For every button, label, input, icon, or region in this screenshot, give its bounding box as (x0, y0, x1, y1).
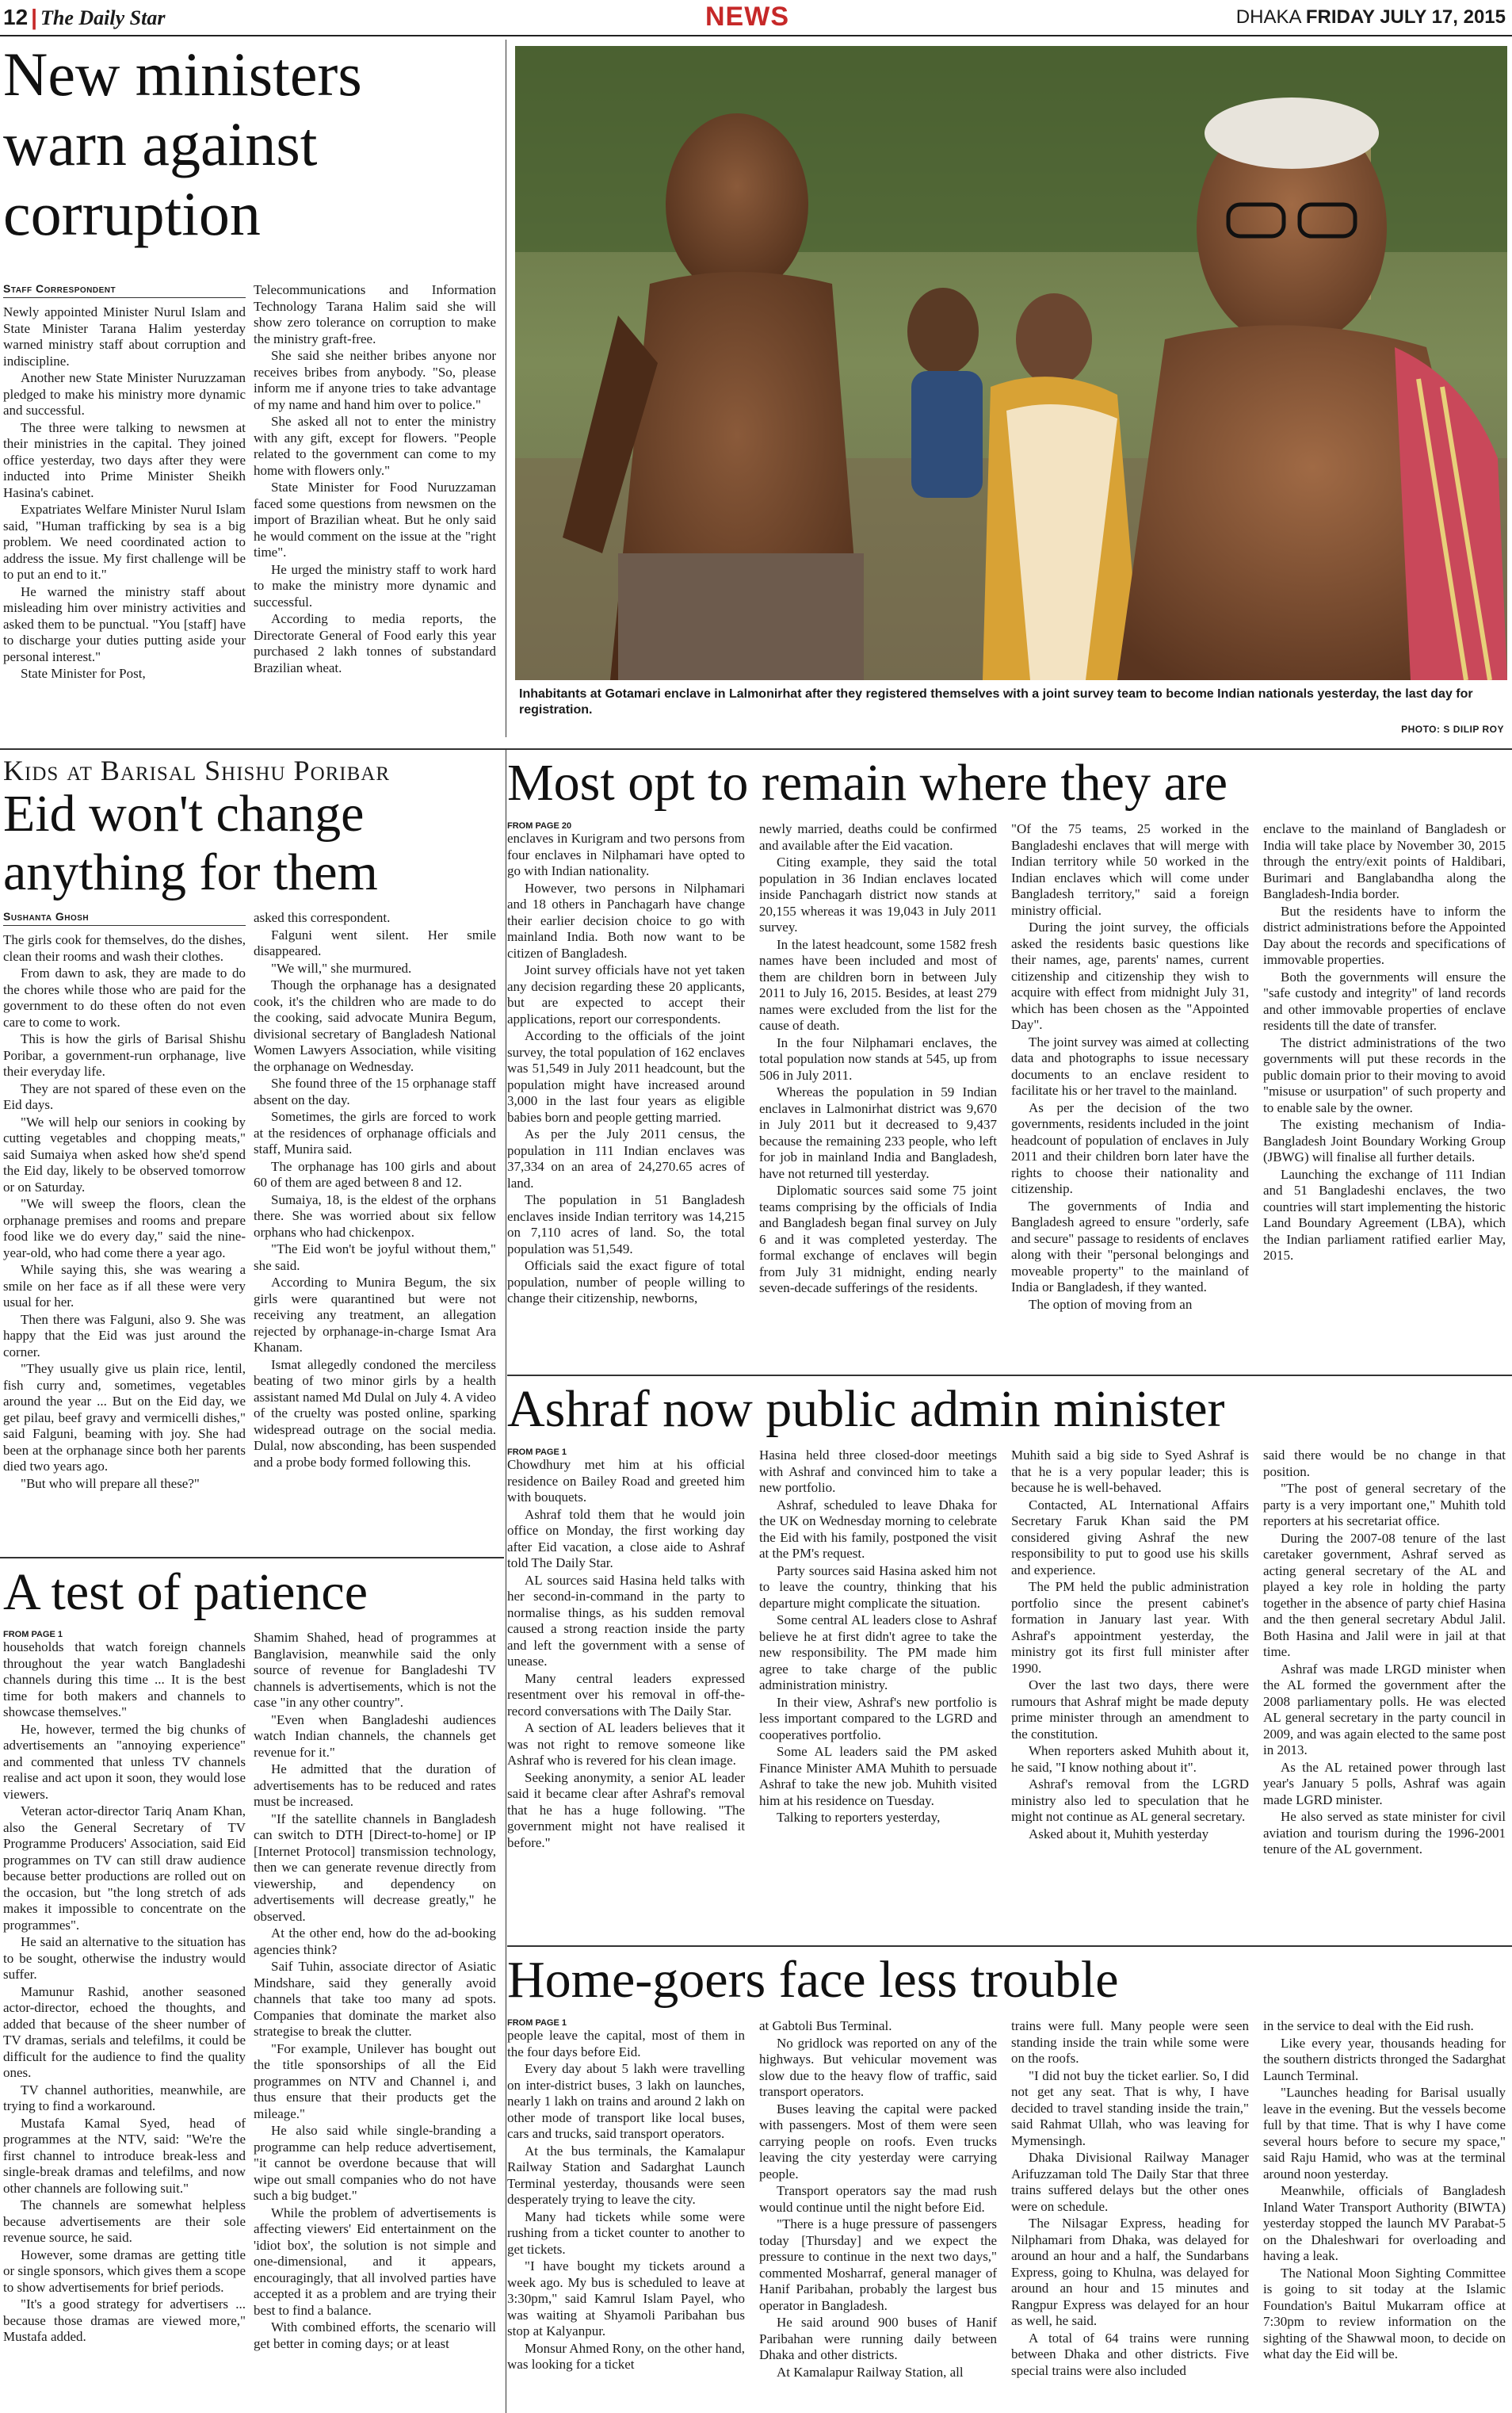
paragraph: Sometimes, the girls are forced to work at the residences of orphanage officials and staff, Munira said. (254, 1109, 496, 1157)
paragraph: "They usually give us plain rice, lentil, fish curry and, sometimes, vegetables around the year ... But on the Eid day, we get pilau, beef gravy and vermicelli dishes," said Falguni, beaming with joy. She had been at the orphanage since both her parents died two years ago. (3, 1361, 246, 1474)
section-label: NEWS (705, 2, 789, 32)
paragraph: He, however, termed the big chunks of advertisements an "annoying experience" and commented that unless TV channels realise and act upon it soon, they would lose viewers. (3, 1721, 246, 1802)
paragraph: The National Moon Sighting Committee is going to sit today at the Islamic Foundation's Baitul Mukarram office at 7:30pm to review information on the sighting of the Shawwal moon, to decide on what day the Eid will be. (1263, 2265, 1506, 2361)
paragraph: Though the orphanage has a designated cook, it's the children who are made to do the cooking, said advocate Munira Begum, divisional secretary of Bangladesh National Women Lawyers Association, while visiting the orphanage on Wednesday. (254, 977, 496, 1074)
paragraph: He said an alternative to the situation has to be sought, otherwise the industry would suffer. (3, 1934, 246, 1982)
paragraph: As per the decision of the two governments, residents included in the joint headcount of population of enclaves in July 2011 and their children born later have the rights to choose their nationality and citizenship. (1011, 1099, 1249, 1196)
headline-ashraf: Ashraf now public admin minister (507, 1380, 1225, 1438)
paragraph: He warned the ministry staff about misleading him over ministry activities and asked them to be punctual. "You [staff] have to discharge your duties putting aside your personal interest." (3, 583, 246, 664)
paragraph: at Gabtoli Bus Terminal. (759, 2018, 892, 2033)
paragraph: At Kamalapur Railway Station, all (777, 2364, 964, 2380)
paragraph: Many central leaders expressed resentment over his removal in off-the-record conversations with The Daily Star. (507, 1670, 745, 1719)
paragraph: The existing mechanism of India-Bangladesh Joint Boundary Working Group (JBWG) will finalise all further details. (1263, 1117, 1506, 1164)
article6-col3 (1011, 2018, 1249, 2408)
paragraph: She said she neither bribes anyone nor receives bribes from anybody. "So, please inform me if anyone tries to take advantage of my name and hand him over to police." (254, 348, 496, 412)
from-page-label: FROM PAGE 20 (507, 821, 572, 831)
from-page-label: FROM PAGE 1 (507, 1447, 567, 1457)
paragraph: "For example, Unilever has bought out the title sponsorships of all the Eid programmes on NTV and Channel i, and thus ensure that their products get the mileage." (254, 2040, 496, 2121)
paragraph: While the problem of advertisements is affecting viewers' Eid entertainment on the 'idiot box', the solution is not simple and one-dimensional, and it appears, encouragingly, that all involved parties have accepted it as a problem and are trying their best to find a balance. (254, 2205, 496, 2318)
paragraph: When reporters asked Muhith about it, he said, "I know nothing about it". (1011, 1743, 1249, 1775)
paragraph: Ashraf told them that he would join office on Monday, the first working day after Eid vacation, a close aide to Ashraf told The Daily Star. (507, 1506, 745, 1570)
paragraph: households that watch foreign channels throughout the year watch Bangladeshi channels during this time ... It is the best time for both makers and channels to showcase themselves." (3, 1639, 246, 1719)
paragraph: Ashraf was made LRGD minister when the AL formed the government after the 2008 parliamentary polls. He was elected AL general secretary in the party council in 2009, and was again elected to the same post in 2013. (1263, 1661, 1506, 1757)
headline-eid-wont-change: Eid won't change anything for them (3, 785, 378, 901)
paragraph: At the bus terminals, the Kamalapur Railway Station and Sadarghat Launch Terminal yesterday, thousands were seen desperately trying to leave the city. (507, 2143, 745, 2207)
headline-most-opt: Most opt to remain where they are (507, 754, 1228, 812)
paragraph: Seeking anonymity, a senior AL leader said it became clear after Ashraf's removal that he has a huge following. "The government might not have realised it before." (507, 1769, 745, 1850)
paragraph: Transport operators say the mad rush would continue until the night before Eid. (759, 2183, 997, 2215)
paragraph: "But who will prepare all these?" (21, 1475, 200, 1491)
paragraph: said there would be no change in that position. (1263, 1447, 1506, 1479)
photo-credit: PHOTO: S DILIP ROY (1401, 724, 1504, 735)
paragraph: While saying this, she was wearing a smile on her face as if all these were very usual for her. (3, 1262, 246, 1310)
paragraph: Dhaka Divisional Railway Manager Arifuzzaman told The Daily Star that three trains suffered delays but the other ones were on schedule. (1011, 2150, 1249, 2214)
paragraph: Mustafa Kamal Syed, head of programmes at the NTV, said: "We're the first channel to introduce break-less and single-break dramas and telefilms, and now other channels are following suit." (3, 2115, 246, 2196)
paragraph: "I have bought my tickets around a week ago. My bus is scheduled to leave at 3:30pm," said Kamrul Islam Payel, who was waiting at Shyamoli Paribahan bus stop at Kalyanpur. (507, 2258, 745, 2338)
dateline: DHAKA FRIDAY JULY 17, 2015 (1235, 6, 1506, 28)
article4-col3 (1011, 821, 1249, 1368)
paragraph: enclave to the mainland of Bangladesh or India will take place by November 30, 2015 through the entry/exit points of Haldibari, Burimari and Banglabandha along the Bangladesh-India border. (1263, 821, 1506, 901)
paragraph: The population in 51 Bangladesh enclaves inside Indian territory was 14,215 on 7,110 acres of land. So, the total population was 51,549. (507, 1192, 745, 1256)
paragraph: "The Eid won't be joyful without them," she said. (254, 1241, 496, 1273)
paragraph: Joint survey officials have not yet taken any decision regarding these 20 applicants, but are expected to accept their applications, report our correspondents. (507, 962, 745, 1027)
paragraph: State Minister for Post, (21, 666, 146, 681)
divider (507, 1375, 1512, 1376)
paragraph: enclaves in Kurigram and two persons from four enclaves in Nilphamari have opted to go with Indian nationality. (507, 831, 745, 878)
paragraph: According to the officials of the joint survey, the total population of 162 enclaves was 51,549 in July 2011 headcount, but the population might have increased around 3,000 in the last four years as eligible babies born and people getting married. (507, 1028, 745, 1125)
kicker: Kids at Barisal Shishu Poribar (3, 755, 391, 786)
enclave-residents-photo (515, 46, 1507, 680)
article3-col1 (3, 1630, 246, 2407)
photo-caption: Inhabitants at Gotamari enclave in Lalmonirhat after they registered themselves with a joint survey team to become Indian nationals yesterday, the last day for registration. (519, 687, 1473, 717)
paragraph: TV channel authorities, meanwhile, are trying to find a workaround. (3, 2082, 246, 2113)
divider (0, 1557, 504, 1558)
article2-col1 (3, 932, 246, 1551)
paragraph: He urged the ministry staff to work hard to make the ministry more dynamic and successful. (254, 561, 496, 610)
headline-test-of-patience: A test of patience (3, 1563, 368, 1621)
article5-col1 (507, 1447, 745, 1939)
paragraph: The option of moving from an (1029, 1296, 1193, 1312)
page-header (0, 0, 1512, 36)
article1-col1 (3, 304, 246, 717)
headline-home-goers: Home-goers face less trouble (507, 1951, 1119, 2009)
headline-new-ministers: New ministers warn against corruption (3, 40, 362, 248)
paragraph: Falguni went silent. Her smile disappeared. (254, 927, 496, 958)
paragraph: Officials said the exact figure of total population, number of people willing to change their citizenship, newborns, (507, 1258, 745, 1306)
paragraph: In the four Nilphamari enclaves, the total population now stands at 545, up from 506 in July 2011. (759, 1034, 997, 1083)
paragraph: Newly appointed Minister Nurul Islam and State Minister Tarana Halim yesterday warned ministry staff about corruption and indiscipline. (3, 304, 246, 369)
paragraph: "Launches heading for Barisal usually leave in the evening. But the vessels become full by that time. That is why I have come several hours before to secure my space," said Raju Hamid, who was at the terminal around noon yesterday. (1263, 2085, 1506, 2182)
paragraph: Every day about 5 lakh were travelling on inter-district buses, 3 lakh on launches, nearly 1 lakh on trains and around 2 lakh on other mode of transport like local buses, cars and trucks, said transport operators. (507, 2061, 745, 2141)
paragraph: people leave the capital, most of them in the four days before Eid. (507, 2028, 745, 2059)
paragraph: A total of 64 trains were running between Dhaka and other districts. Five special trains were also included (1011, 2330, 1249, 2378)
paragraph: AL sources said Hasina held talks with her second-in-command in the party to normalise things, as his sudden removal caused a strong reaction inside the party and left the government with a sense of unease. (507, 1572, 745, 1669)
from-page-label: FROM PAGE 1 (3, 1630, 63, 1639)
paragraph: The girls cook for themselves, do the dishes, clean their rooms and wash their clothes. (3, 932, 246, 964)
paragraph: Some AL leaders said the PM asked Finance Minister AMA Muhith to persuade Ashraf to take the new job. Muhith visited him at his residence on Tuesday. (759, 1744, 997, 1808)
byline: Staff Correspondent (3, 282, 246, 298)
paragraph: They are not spared of these even on the Eid days. (3, 1080, 246, 1112)
article5-col4 (1263, 1447, 1506, 1939)
paragraph: According to media reports, the Directorate General of Food early this year purchased 2 lakh tonnes of substandard Brazilian wheat. (254, 611, 496, 675)
paragraph: During the 2007-08 tenure of the last caretaker government, Ashraf served as acting general secretary of the AL and played a key role in holding the party together in the absence of party chief Hasina and the then general secretary Abdul Jalil. Both Hasina and Jalil were in jail at that time. (1263, 1530, 1506, 1659)
paragraph: Like every year, thousands heading for the southern districts thronged the Sadarghat Launch Terminal. (1263, 2035, 1506, 2083)
article4-col4 (1263, 821, 1506, 1368)
paragraph: At the other end, how do the ad-booking agencies think? (254, 1925, 496, 1957)
paragraph: Muhith said a big side to Syed Ashraf is that he is a very popular leader; this is because he is well-behaved. (1011, 1447, 1249, 1495)
paragraph: She asked all not to enter the ministry with any gift, except for flowers. "People related to the government can come to my home with flowers only." (254, 414, 496, 478)
paragraph: Over the last two days, there were rumours that Ashraf might be made deputy prime minister through an amendment to the constitution. (1011, 1677, 1249, 1742)
paragraph: Diplomatic sources said some 75 joint teams comprising by the officials of India and Bangladesh began final survey on July 6 and it was completed yesterday. The formal exchange of enclaves will begin from July 31 midnight, ending nearly seven-decade sufferings of the residents. (759, 1183, 997, 1295)
article4-col1 (507, 821, 745, 1368)
article3-col2 (254, 1630, 496, 2407)
paragraph: Ashraf's removal from the LGRD ministry also led to speculation that he might not continue as AL general secretary. (1011, 1776, 1249, 1824)
paragraph: Sumaiya, 18, is the eldest of the orphans there. She was worried about six fellow orphans who had chickenpox. (254, 1191, 496, 1240)
paragraph: Monsur Ahmed Rony, on the other hand, was looking for a ticket (507, 2340, 745, 2372)
article6-col2 (759, 2018, 997, 2408)
paragraph: Hasina held three closed-door meetings with Ashraf and convinced him to take a new portfolio. (759, 1447, 997, 1495)
paragraph: The joint survey was aimed at collecting data and photographs to issue necessary documents to an enclave resident to facilitate his or her travel to the mainland. (1011, 1034, 1249, 1098)
paragraph: In the latest headcount, some 1582 fresh names have been included and most of them are children born in between July 2011 to July 16, 2015. Besides, at least 279 names were excluded from the list for the cause of death. (759, 936, 997, 1033)
paragraph: Then there was Falguni, also 9. She was happy that the Eid was just around the corner. (3, 1311, 246, 1359)
paragraph: But the residents have to inform the district administrations before the Appointed Day about the records and specifications of immovable properties. (1263, 903, 1506, 967)
paragraph: "There is a huge pressure of passengers today [Thursday] and we expect the pressure to continue in the next two days," commented Mosharraf, general manager of Hanif Paribahan, probably the largest bus operator in Bangladesh. (759, 2216, 997, 2313)
paragraph: "If the satellite channels in Bangladesh can switch to DTH [Direct-to-home] or IP [Internet Protocol] transmission technology, then we can generate revenue directly from viewership, and dependency on advertisements will decrease greatly," he observed. (254, 1811, 496, 1924)
paragraph: He admitted that the duration of advertisements has to be reduced and rates must be increased. (254, 1761, 496, 1809)
paragraph: The orphanage has 100 girls and about 60 of them are aged between 8 and 12. (254, 1158, 496, 1190)
paragraph: The Nilsagar Express, heading for Nilphamari from Dhaka, was delayed for around an hour and a half, the Sundarbans Express, going to Khulna, was delayed for around an hour and 15 minutes and Rangpur Express was delayed for an hour as well, he said. (1011, 2216, 1249, 2328)
paragraph: "The post of general secretary of the party is a very important one," Muhith told reporters at his secretariat office. (1263, 1481, 1506, 1528)
article6-col1 (507, 2018, 745, 2408)
paragraph: Saif Tuhin, associate director of Asiatic Mindshare, said they generally avoid channels that take too many ad spots. Companies that dominate the market also strategise to break the clutter. (254, 1959, 496, 2039)
paragraph: Chowdhury met him at his official residence on Bailey Road and greeted him with bouquets. (507, 1457, 745, 1505)
paragraph: She found three of the 15 orphanage staff absent on the day. (254, 1076, 496, 1107)
paragraph: However, two persons in Nilphamari and 18 others in Panchagarh have change their earlier decision choice to go with mainland India. Both now want to be citizen of Bangladesh. (507, 880, 745, 961)
paragraph: Expatriates Welfare Minister Nurul Islam said, "Human trafficking by sea is a big problem. We need coordinated action to address the issue. My first challenge will be to put an end to it." (3, 502, 246, 582)
paragraph: Party sources said Hasina asked him not to leave the country, thinking that his departure might complicate the situation. (759, 1562, 997, 1611)
paragraph: Both the governments will ensure the "safe custody and integrity" of land records and other immovable properties of enclave residents till the date of transfer. (1263, 969, 1506, 1033)
paragraph: Launching the exchange of 111 Indian and 51 Bangladeshi enclaves, the two countries will start implementing the historic Land Boundary Agreement (LBA), which the Indian parliament ratified earlier May, 2015. (1263, 1166, 1506, 1263)
paragraph: Buses leaving the capital were packed with passengers. Most of them were seen carrying people on roofs. Even trucks leaving the city yesterday were carrying people. (759, 2101, 997, 2182)
paragraph: "Of the 75 teams, 25 worked in the Bangladeshi enclaves that will merge with Indian territory while 50 worked in the Indian enclaves which will come under Bangladesh territory," said a foreign ministry official. (1011, 821, 1249, 918)
paragraph: Some central AL leaders close to Ashraf believe he at first didn't agree to take the new responsibility. The PM made him agree to take charge of the public administration ministry. (759, 1612, 997, 1692)
paragraph: He also said while single-branding a programme can help reduce advertisement, "it cannot be overdone because that will wipe out small companies who do not have such a big budget." (254, 2123, 496, 2203)
article6-col4 (1263, 2018, 1506, 2408)
paragraph: No gridlock was reported on any of the highways. But vehicular movement was slow due to the heavy flow of traffic, said transport operators. (759, 2035, 997, 2099)
paragraph: Ashraf, scheduled to leave Dhaka for the UK on Wednesday morning to celebrate the Eid with his family, postponed the visit at the PM's request. (759, 1497, 997, 1561)
paragraph: Citing example, they said the total population in 36 Indian enclaves located inside Panchagarh district now stands at 20,155 whereas it was 19,043 in July 2011 survey. (759, 855, 997, 935)
paragraph: trains were full. Many people were seen standing inside the train while some were on the roofs. (1011, 2018, 1249, 2066)
paragraph: A section of AL leaders believes that it was not right to remove someone like Ashraf who is revered for his clean image. (507, 1720, 745, 1768)
paragraph: Ismat allegedly condoned the merciless beating of two minor girls by a health assistant named Md Dulal on July 4. A video of the cruelty was posted online, sparking widespread outrage on the social media. Dulal, now absconding, has been suspended and a probe body formed following this. (254, 1356, 496, 1470)
paragraph: As the AL retained power through last year's January 5 polls, Ashraf was again made LGRD minister. (1263, 1759, 1506, 1807)
paragraph: Many had tickets while some were rushing from a ticket counter to another to get tickets. (507, 2208, 745, 2257)
paragraph: Whereas the population in 59 Indian enclaves in Lalmonirhat district was 9,670 in July 2011 but it decreased to 9,437 because the remaining 233 people, who left for job in mainland India and Bangladesh, have not returned till yesterday. (759, 1084, 997, 1181)
paragraph: He said around 900 buses of Hanif Paribahan were running daily between Dhaka and other districts. (759, 2315, 997, 2362)
byline: Sushanta Ghosh (3, 910, 246, 926)
paragraph: "We will sweep the floors, clean the orphanage premises and rooms and prepare food like we do every day," said the nine-year-old, who had come there a year ago. (3, 1196, 246, 1260)
page-number-and-masthead: 12 | The Daily Star (3, 5, 166, 29)
divider (0, 748, 1512, 750)
paragraph: Meanwhile, officials of Bangladesh Inland Water Transport Authority (BIWTA) yesterday stopped the launch MV Parabat-5 on the Dhaleshwari for overloading and having a leak. (1263, 2183, 1506, 2263)
article5-col3 (1011, 1447, 1249, 1939)
paragraph: "We will," she murmured. (271, 960, 412, 976)
paragraph: "It's a good strategy for advertisers ... because those dramas are viewed more," Mustafa added. (3, 2296, 246, 2344)
paragraph: The three were talking to newsmen at their ministries in the capital. They joined office yesterday, two days after they were inducted into Prime Minister Sheikh Hasina's cabinet. (3, 419, 246, 500)
from-page-label: FROM PAGE 1 (507, 2018, 567, 2028)
paragraph: The district administrations of the two governments will put these records in the public domain prior to their moving to avoid "misuse or usurpation" of such property and to enable sale by the owner. (1263, 1034, 1506, 1115)
paragraph: In their view, Ashraf's new portfolio is less important compared to the LGRD and cooperatives portfolio. (759, 1694, 997, 1742)
paragraph: "I did not buy the ticket earlier. So, I did not get any seat. That is why, I have decided to travel standing inside the train," said Rahmat Ullah, who was leaving for Mymensingh. (1011, 2067, 1249, 2148)
paragraph: "Even when Bangladeshi audiences watch Indian channels, the channels get revenue for it." (254, 1711, 496, 1760)
article4-col2 (759, 821, 997, 1368)
paragraph: During the joint survey, the officials asked the residents basic questions like their names, age, parents' names, current citizenship and citizenship they wish to acquire with effect from midnight July 31, which has been chosen as the "Appointed Day". (1011, 920, 1249, 1032)
paragraph: According to Munira Begum, the six girls were quarantined but were not receiving any treatment, an allegation rejected by orphanage-in-charge Ismat Ara Khanam. (254, 1275, 496, 1355)
paragraph: The PM held the public administration portfolio since the present cabinet's formation in January last year. With Ashraf's appointment yesterday, the ministry got its first full minister after 1990. (1011, 1579, 1249, 1676)
paragraph: Contacted, AL International Affairs Secretary Faruk Khan said the PM considered giving Ashraf the new responsibility to put to good use his skills and experience. (1011, 1497, 1249, 1577)
paragraph: State Minister for Food Nuruzzaman faced some questions from newsmen on the import of Brazilian wheat. But he only said he would comment on the issue at the "right time". (254, 480, 496, 560)
paragraph: Mamunur Rashid, another seasoned actor-director, echoed the thoughts, and added that because of the sheer number of TV dramas, serials and telefilms, it could be difficult for the audience to find the quality ones. (3, 1983, 246, 2080)
paragraph: As per the July 2011 census, the population in 111 Indian enclaves was 37,334 on an area of 24,270.65 acres of land. (507, 1126, 745, 1191)
divider (507, 1945, 1512, 1947)
paragraph: However, some dramas are getting title or single sponsors, which gives them a scope to show advertisements for brief periods. (3, 2247, 246, 2295)
paragraph: Shamim Shahed, head of programmes at Banglavision, meanwhile said the only source of revenue for Bangladeshi TV channels is advertisements, which is not the case "in any other country". (254, 1630, 496, 1710)
article1-col2 (254, 282, 496, 718)
paragraph: Talking to reporters yesterday, (777, 1810, 941, 1825)
paragraph: The governments of India and Bangladesh agreed to ensure "orderly, safe and secure" passage to residents of enclaves along with their "personal belongings and moveable property" to the mainland of India or Bangladesh, if they wanted. (1011, 1198, 1249, 1294)
paragraph: asked this correspondent. (254, 910, 391, 925)
paragraph: Veteran actor-director Tariq Anam Khan, also the General Secretary of TV Programme Producers' Association, said Eid programmes on TV can still draw audience because better productions are rolled out on the occasion, but "the long stretch of ads makes it impossible to concentrate on the programmes". (3, 1803, 246, 1933)
paragraph: This is how the girls of Barisal Shishu Poribar, a government-run orphanage, live their everyday life. (3, 1031, 246, 1079)
paragraph: in the service to deal with the Eid rush. (1263, 2018, 1474, 2033)
paragraph: "We will help our seniors in cooking by cutting vegetables and chopping meats," said Sumaiya when asked how she'd spend the Eid day, likely to be observed tomorrow or on Saturday. (3, 1114, 246, 1195)
paragraph: From dawn to ask, they are made to do the chores while those who are paid for the government to do these often do not even care to come to work. (3, 966, 246, 1030)
paragraph: Asked about it, Muhith yesterday (1029, 1826, 1209, 1841)
masthead: The Daily Star (40, 6, 166, 29)
paragraph: newly married, deaths could be confirmed and available after the Eid vacation. (759, 821, 997, 853)
paragraph: He also served as state minister for civil aviation and tourism during the 1996-2001 tenure of the AL government. (1263, 1809, 1506, 1857)
paragraph: With combined efforts, the scenario will get better in coming days; or at least (254, 2319, 496, 2351)
paragraph: The channels are somewhat helpless because advertisements are their sole revenue source, he said. (3, 2197, 246, 2245)
article2-col2 (254, 910, 496, 1552)
article5-col2 (759, 1447, 997, 1939)
page-number: 12 (3, 5, 29, 29)
paragraph: Telecommunications and Information Technology Tarana Halim said she will show zero tolerance on corruption to make the ministry graft-free. (254, 282, 496, 346)
paragraph: Another new State Minister Nuruzzaman pledged to make his ministry more dynamic and successful. (3, 370, 246, 418)
